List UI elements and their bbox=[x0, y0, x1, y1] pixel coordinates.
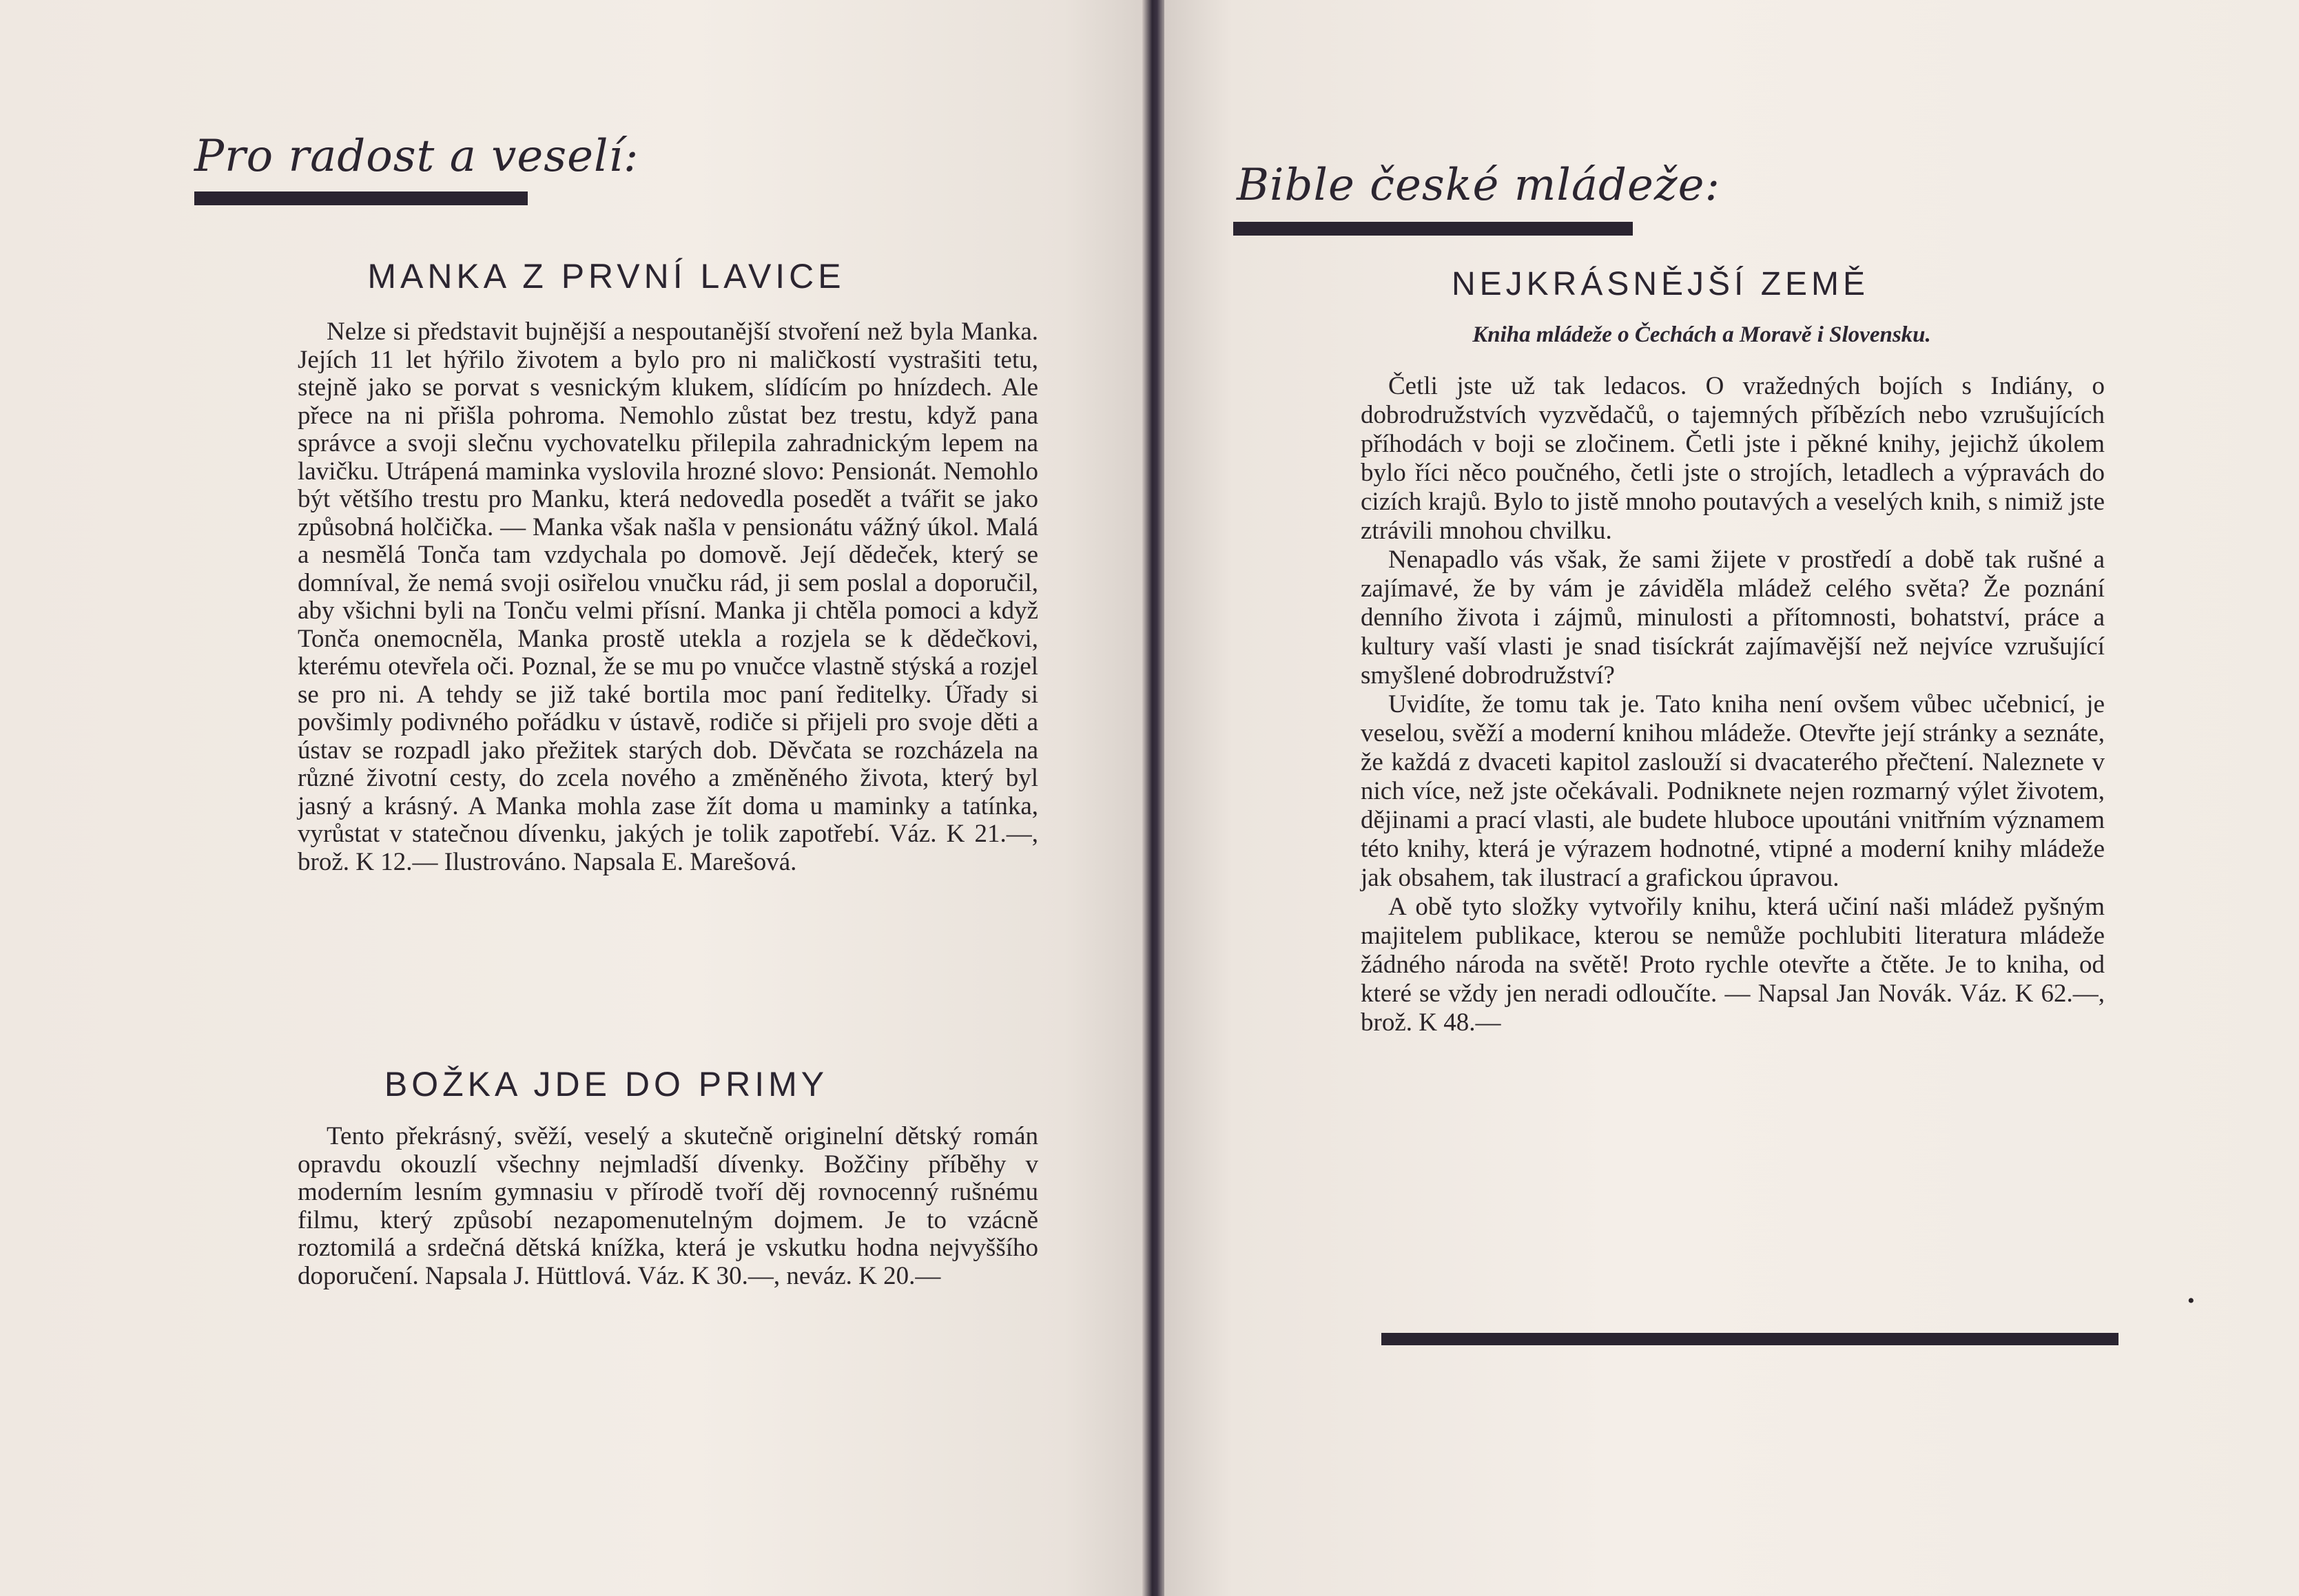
right-bottom-rule bbox=[1381, 1333, 2118, 1345]
article-title-manka: MANKA Z PRVNÍ LAVICE bbox=[367, 257, 845, 296]
article-text-manka: Nelze si představit bujnější a nespoutanější stvoření než byla Manka. Jejích 11 let hýřilo životem a bylo pro ni maličkostí vystrašiti tetu, stejně jako se porvat s vesnickým klukem, slídícím po hnízdech. Ale přece na ni přišla pohroma. Nemohlo zůstat bez trestu, když pana správce a svoji slečnu vychovatelku přilepila zahradnickým lepem na lavičku. Utrápená maminka vyslovila hrozné slovo: Pensionát. Nemohlo být většího trestu pro Manku, která nedovedla posedět a tvářit se jako způsobná holčička. — Manka však našla v pensionátu vážný úkol. Malá a nesmělá Tonča tam vzdychala po domově. Její dědeček, který se domníval, že nemá svoji osiřelou vnučku rád, ji sem poslal a doporučil, aby všichni byli na Tonču velmi přísní. Manka ji chtěla pomoci a když Tonča onemocněla, Manka prostě utekla a rozjela se k dědečkovi, kterému otevřela oči. Poznal, že se mu po vnučce vlastně stýská a rozjel se pro ni. A tehdy se již také bortila moc paní ředitelky. Úřady si povšimly podivného pořádku v ústavě, rodiče si přijeli pro svoje děti a ústav se rozpadl jako přežitek starých dob. Děvčata se rozcházela na různé životní cesty, do zcela nového a změněného života, který byl jasný a krásný. A Manka mohla zase žít doma u maminky a tatínka, vyrůstat v statečnou dívenku, jakých je tolik zapotřebí. Váz. K 21.—, brož. K 12.— Ilustrováno. Napsala E. Marešová. bbox=[298, 318, 1038, 876]
left-page-heading: Pro radost a veselí: bbox=[194, 131, 639, 182]
article-body-bozka bbox=[298, 1123, 1038, 1290]
book-spine bbox=[1142, 0, 1167, 1596]
ink-speck: • bbox=[2187, 1289, 2195, 1312]
right-heading-underline bbox=[1233, 222, 1633, 236]
article-title-nejkrasnejsi: NEJKRÁSNĚJŠÍ ZEMĚ bbox=[1451, 266, 1870, 302]
right-page bbox=[1164, 0, 2299, 1596]
paragraph: Nenapadlo vás však, že sami žijete v prostředí a době tak rušné a zajímavé, že by vám je záviděla mládež celého světa? Že poznání denního života i zájmů, minulosti a přítomnosti, bohatství, práce a kultury vaší vlasti je snad tisíckrát zajímavější než nejvíce vzrušující smyšlené dobrodružství? bbox=[1361, 546, 2105, 690]
article-body-nejkrasnejsi bbox=[1361, 372, 2105, 1037]
right-page-heading: Bible české mládeže: bbox=[1237, 160, 1721, 211]
article-text-bozka: Tento překrásný, svěží, veselý a skutečně originelní dětský román opravdu okouzlí všechny nejmladší dívenky. Božčiny příběhy v moderním lesním gymnasiu v přírodě tvoří děj rovnocenný rušnému filmu, který způsobí nezapomenutelným dojmem. Je to vzácně roztomilá a srdečná dětská knížka, která je vskutku hodna nejvyššího doporučení. Napsala J. Hüttlová. Váz. K 30.—, neváz. K 20.— bbox=[298, 1122, 1038, 1290]
paragraph: Četli jste už tak ledacos. O vražedných bojích s Indiány, o dobrodružstvích vyzvědačů, o tajemných příbězích nebo vzrušujících příhodách v boji se zločinem. Četli jste i pěkné knihy, jejichž úkolem bylo říci něco poučného, četli jste o strojích, letadlech a výpravách do cizích krajů. Bylo to jistě mnoho poutavých a veselých knih, s nimiž jste ztrávili mnohou chvilku. bbox=[1361, 372, 2105, 545]
article-subtitle-nejkrasnejsi: Kniha mládeže o Čechách a Moravě i Slovensku. bbox=[1472, 322, 1931, 347]
article-body-manka bbox=[298, 318, 1038, 876]
paragraph: Uvidíte, že tomu tak je. Tato kniha není ovšem vůbec učebnicí, je veselou, svěží a moderní knihou mládeže. Otevřte její stránky a seznáte, že každá z dvaceti kapitol zaslouží si dvacaterého přečtení. Naleznete v nich více, než jste očekávali. Podniknete nejen rozmarný výlet životem, dějinami a prací vlasti, ale budete hluboce upoutáni vnitřním významem této knihy, která je výrazem hodnotné, vtipné a moderní knihy mládeže jak obsahem, tak ilustrací a grafickou úpravou. bbox=[1361, 690, 2105, 892]
paragraph: A obě tyto složky vytvořily knihu, která učiní naši mládež pyšným majitelem publikace, kterou se nemůže pochlubiti literatura mládeže žádného národa na světě! Proto rychle otevřte a čtěte. Je to kniha, od které se vždy jen neradi odloučíte. — Napsal Jan Novák. Váz. K 62.—, brož. K 48.— bbox=[1361, 893, 2105, 1037]
article-title-bozka: BOŽKA JDE DO PRIMY bbox=[384, 1065, 829, 1103]
left-heading-underline bbox=[194, 191, 528, 205]
